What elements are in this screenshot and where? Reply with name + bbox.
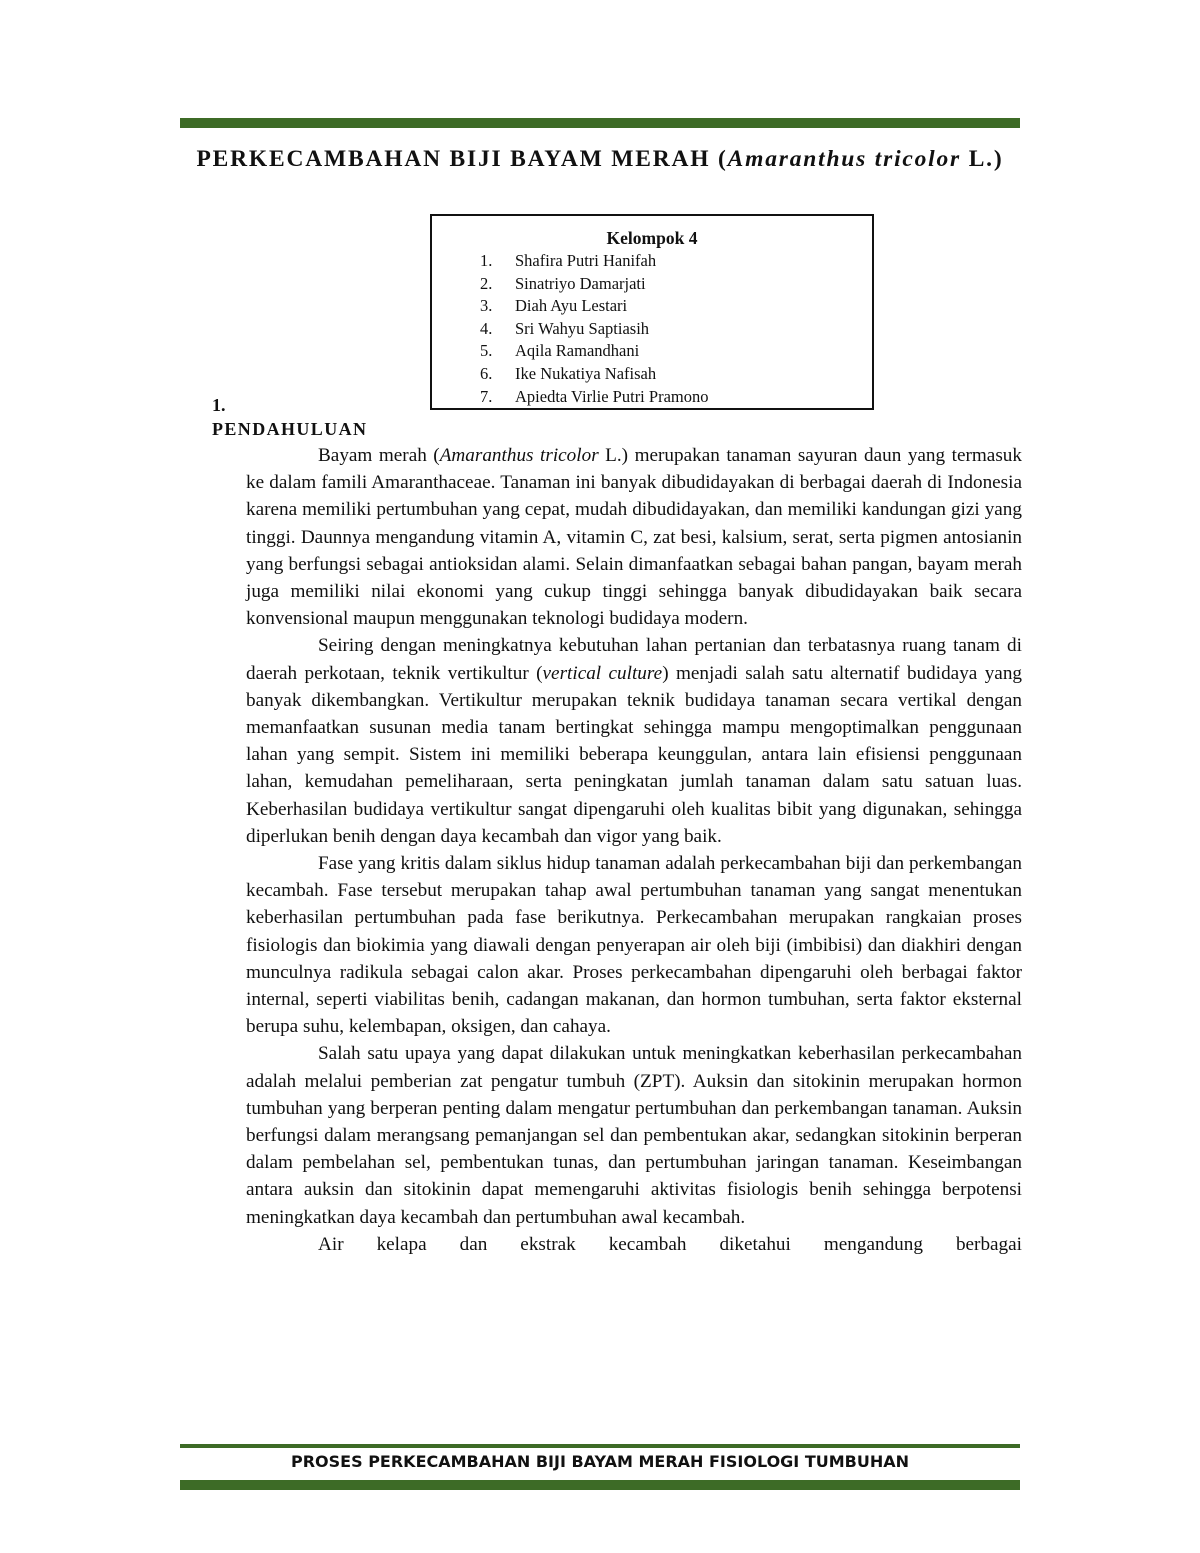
member-item [432, 295, 872, 318]
member-number: 6. [480, 363, 493, 383]
paragraph-text: L.) merupakan tanaman sayuran daun yang termasuk ke dalam famili Amaranthaceae. Tanaman ini banyak dibudidayakan di berbagai daerah di Indonesia karena memiliki pertumbuhan yang cepat, mudah dibudidayakan, dan memiliki kandungan gizi yang tinggi. Daunnya mengandung vitamin A, vitamin C, zat besi, kalsium, serat, serta pigmen antosianin yang berfungsi sebagai antioksidan alami. Selain dimanfaatkan sebagai bahan pangan, bayam merah juga memiliki nilai ekonomi yang cukup tinggi sehingga banyak dibudidayakan baik secara konvensional maupun menggunakan teknologi budidaya modern. [246, 445, 1022, 630]
scientific-name: Amaranthus tricolor [439, 445, 599, 466]
footer-rule-thick [180, 1480, 1020, 1490]
document-title [180, 142, 1020, 177]
member-name: Shafira Putri Hanifah [515, 251, 657, 270]
member-number: 5. [480, 341, 493, 361]
member-item [432, 340, 872, 363]
member-number: 3. [480, 296, 493, 316]
member-name: Sinatriyo Damarjati [515, 273, 646, 293]
member-name: Diah Ayu Lestari [515, 296, 628, 316]
group-members-box [430, 214, 874, 410]
paragraph-text: ) menjadi salah satu alternatif budidaya yang banyak dikembangkan. Vertikultur merupakan teknik budidaya tanaman secara vertikal dengan memanfaatkan susunan media tanam bertingkat sehingga mampu mengoptimalkan penggunaan lahan yang sempit. Sistem ini memiliki beberapa keunggulan, antara lain efisiensi penggunaan lahan, kemudahan pemeliharaan, serta peningkatan jumlah tanaman dalam satu satuan luas. Keberhasilan budidaya vertikultur sangat dipengaruhi oleh kualitas bibit yang digunakan, sehingga diperlukan benih dengan daya kecambah dan vigor yang baik. [246, 662, 1023, 847]
footer-label: PROSES PERKECAMBAHAN BIJI BAYAM MERAH FISIOLOGI TUMBUHAN [291, 1452, 909, 1471]
footer-rule-thin [180, 1444, 1020, 1448]
paragraph-text: Bayam merah ( [318, 445, 440, 466]
section-number: 1. [212, 395, 226, 415]
member-name: Sri Wahyu Saptiasih [515, 318, 650, 338]
paragraph-3: Fase yang kritis dalam siklus hidup tanaman adalah perkecambahan biji dan perkembangan kecambah. Fase tersebut merupakan tahap awal pertumbuhan tanaman yang sangat menentukan keberhasilan pertumbuhan pada fase berikutnya. Perkecambahan merupakan rangkaian proses fisiologis dan biokimia yang diawali dengan penyerapan air oleh biji (imbibisi) dan diakhiri dengan munculnya radikula sebagai calon akar. Proses perkecambahan dipengaruhi oleh berbagai faktor internal, seperti viabilitas benih, cadangan makanan, dan hormon tumbuhan, serta faktor eksternal berupa suhu, kelembapan, oksigen, dan cahaya. [246, 853, 1022, 1038]
member-item [432, 273, 872, 296]
member-item [432, 250, 872, 273]
member-name: Apiedta Virlie Putri Pramono [515, 386, 709, 406]
paragraph-1 [246, 442, 1022, 632]
title-scientific-name: Amaranthus tricolor [727, 146, 962, 172]
title-suffix: L.) [961, 146, 1004, 172]
paragraph-4: Salah satu upaya yang dapat dilakukan untuk meningkatkan keberhasilan perkecambahan adalah melalui pemberian zat pengatur tumbuh (ZPT). Auksin dan sitokinin merupakan hormon tumbuhan yang berperan penting dalam mengatur pertumbuhan dan perkembangan tanaman. Auksin berfungsi dalam merangsang pemanjangan sel dan pembentukan akar, sedangkan sitokinin berperan dalam pembelahan sel, pembentukan tunas, dan pertumbuhan jaringan tanaman. Keseimbangan antara auksin dan sitokinin dapat memengaruhi aktivitas fisiologis benih sehingga berpotensi meningkatkan daya kecambah dan pertumbuhan awal kecambah. [246, 1043, 1022, 1228]
paragraph-text: Seiring dengan meningkatnya kebutuhan lahan pertanian dan terbatasnya ruang tanam di daerah perkotaan, teknik vertikultur ( [246, 635, 1022, 684]
member-item [432, 363, 872, 386]
member-list [432, 250, 872, 408]
title-main: PERKECAMBAHAN BIJI BAYAM MERAH ( [196, 146, 728, 172]
member-item [432, 386, 872, 409]
body-text [246, 442, 1022, 1258]
section-title: PENDAHULUAN [212, 419, 368, 439]
member-number: 2. [480, 273, 493, 293]
paragraph-5: Air kelapa dan ekstrak kecambah diketahui mengandung berbagai [318, 1233, 1022, 1255]
group-heading: Kelompok 4 [606, 228, 698, 248]
member-item [432, 318, 872, 341]
member-name: Ike Nukatiya Nafisah [515, 363, 657, 383]
foreign-term: vertical culture [542, 662, 663, 684]
paragraph-2 [246, 632, 1022, 850]
member-number: 7. [480, 386, 493, 406]
header-rule [180, 118, 1020, 128]
member-name: Aqila Ramandhani [515, 341, 640, 361]
member-number: 4. [480, 318, 493, 338]
member-number: 1. [480, 251, 493, 270]
